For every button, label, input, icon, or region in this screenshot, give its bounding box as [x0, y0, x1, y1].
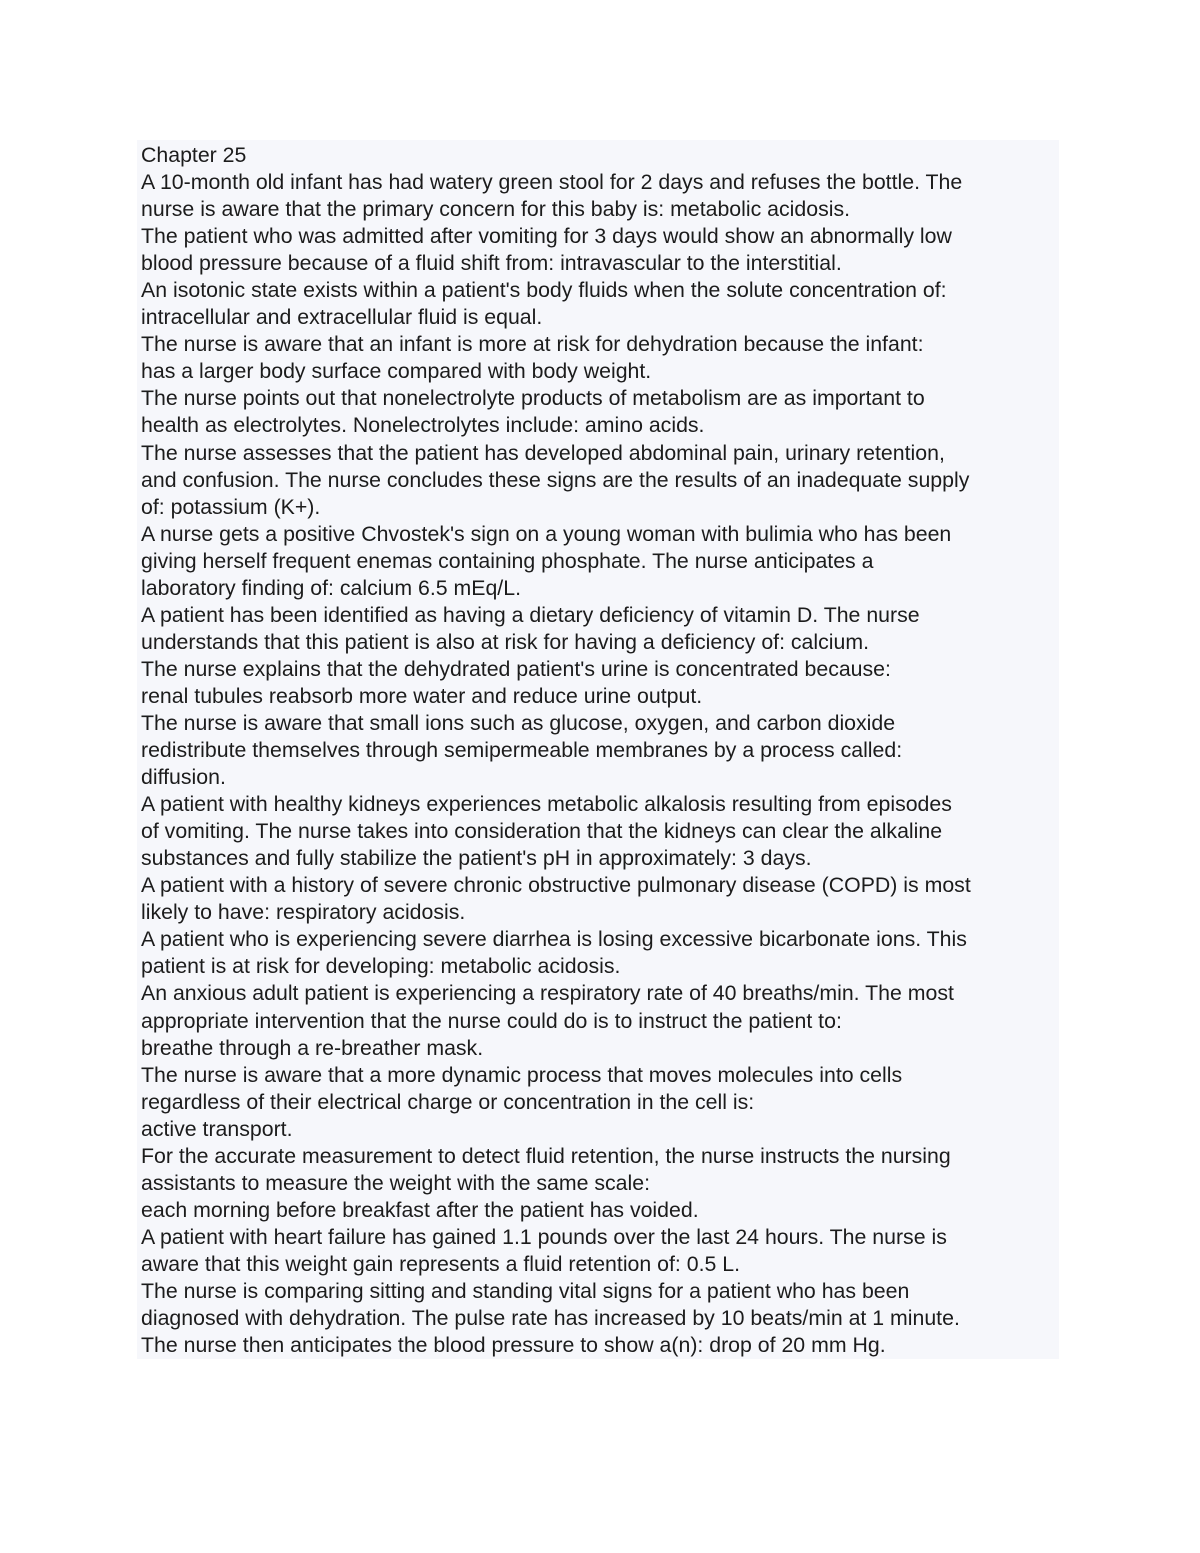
text-line: A patient with heart failure has gained 1.1 pounds over the last 24 hours. The nurse is	[141, 1224, 947, 1249]
text-line: A patient with a history of severe chronic obstructive pulmonary disease (COPD) is most	[141, 873, 971, 898]
text-line: A 10-month old infant has had watery green stool for 2 days and refuses the bottle. The	[141, 170, 963, 195]
text-line: substances and fully stabilize the patient's pH in approximately: 3 days.	[141, 846, 812, 871]
document-text-block	[137, 140, 1059, 1359]
text-line: The nurse is aware that small ions such as glucose, oxygen, and carbon dioxide	[141, 710, 896, 735]
text-line: appropriate intervention that the nurse could do is to instruct the patient to:	[141, 1008, 842, 1033]
text-line: An isotonic state exists within a patient's body fluids when the solute concentration of:	[141, 278, 947, 303]
text-line: redistribute themselves through semipermeable membranes by a process called:	[141, 738, 903, 763]
text-line: diagnosed with dehydration. The pulse rate has increased by 10 beats/min at 1 minute.	[141, 1306, 960, 1331]
text-line: An anxious adult patient is experiencing a respiratory rate of 40 breaths/min. The most	[141, 981, 954, 1006]
text-line: The nurse explains that the dehydrated patient's urine is concentrated because:	[141, 656, 891, 681]
text-line: each morning before breakfast after the patient has voided.	[141, 1197, 699, 1222]
text-line: aware that this weight gain represents a fluid retention of: 0.5 L.	[141, 1251, 741, 1276]
text-line: of: potassium (K+).	[141, 494, 321, 519]
text-line: laboratory finding of: calcium 6.5 mEq/L.	[141, 575, 521, 600]
text-line: renal tubules reabsorb more water and reduce urine output.	[141, 683, 703, 708]
text-line: The nurse points out that nonelectrolyte products of metabolism are as important to	[141, 386, 925, 411]
text-line: intracellular and extracellular fluid is equal.	[141, 305, 543, 330]
text-line: nurse is aware that the primary concern for this baby is: metabolic acidosis.	[141, 197, 851, 222]
text-line: A patient has been identified as having a dietary deficiency of vitamin D. The nurse	[141, 602, 920, 627]
text-line: active transport.	[141, 1116, 293, 1141]
text-line: giving herself frequent enemas containing phosphate. The nurse anticipates a	[141, 548, 874, 573]
text-line: likely to have: respiratory acidosis.	[141, 900, 466, 925]
text-line: blood pressure because of a fluid shift from: intravascular to the interstitial.	[141, 251, 842, 276]
text-line: diffusion.	[141, 765, 226, 790]
text-line: breathe through a re-breather mask.	[141, 1035, 484, 1060]
text-line: assistants to measure the weight with the same scale:	[141, 1170, 651, 1195]
text-line: A patient with healthy kidneys experiences metabolic alkalosis resulting from episodes	[141, 792, 952, 817]
text-line: has a larger body surface compared with body weight.	[141, 359, 652, 384]
text-line: and confusion. The nurse concludes these signs are the results of an inadequate supply	[141, 467, 970, 492]
text-line: The nurse is aware that a more dynamic process that moves molecules into cells	[141, 1062, 903, 1087]
text-line: understands that this patient is also at risk for having a deficiency of: calcium.	[141, 629, 870, 654]
text-line: A nurse gets a positive Chvostek's sign on a young woman with bulimia who has been	[141, 521, 952, 546]
text-line: The nurse is comparing sitting and standing vital signs for a patient who has been	[141, 1278, 910, 1303]
text-line: The nurse assesses that the patient has developed abdominal pain, urinary retention,	[141, 440, 945, 465]
chapter-heading: Chapter 25	[141, 143, 247, 167]
text-line: For the accurate measurement to detect fluid retention, the nurse instructs the nursing	[141, 1143, 951, 1168]
text-line: health as electrolytes. Nonelectrolytes include: amino acids.	[141, 413, 705, 438]
text-line: patient is at risk for developing: metabolic acidosis.	[141, 954, 621, 979]
text-line: of vomiting. The nurse takes into consideration that the kidneys can clear the alkaline	[141, 819, 943, 844]
text-line: The nurse is aware that an infant is more at risk for dehydration because the infant:	[141, 332, 924, 357]
text-line: The nurse then anticipates the blood pressure to show a(n): drop of 20 mm Hg.	[141, 1333, 886, 1358]
text-line: The patient who was admitted after vomiting for 3 days would show an abnormally low	[141, 224, 952, 249]
text-line: regardless of their electrical charge or concentration in the cell is:	[141, 1089, 755, 1114]
text-line: A patient who is experiencing severe diarrhea is losing excessive bicarbonate ions. This	[141, 927, 967, 952]
